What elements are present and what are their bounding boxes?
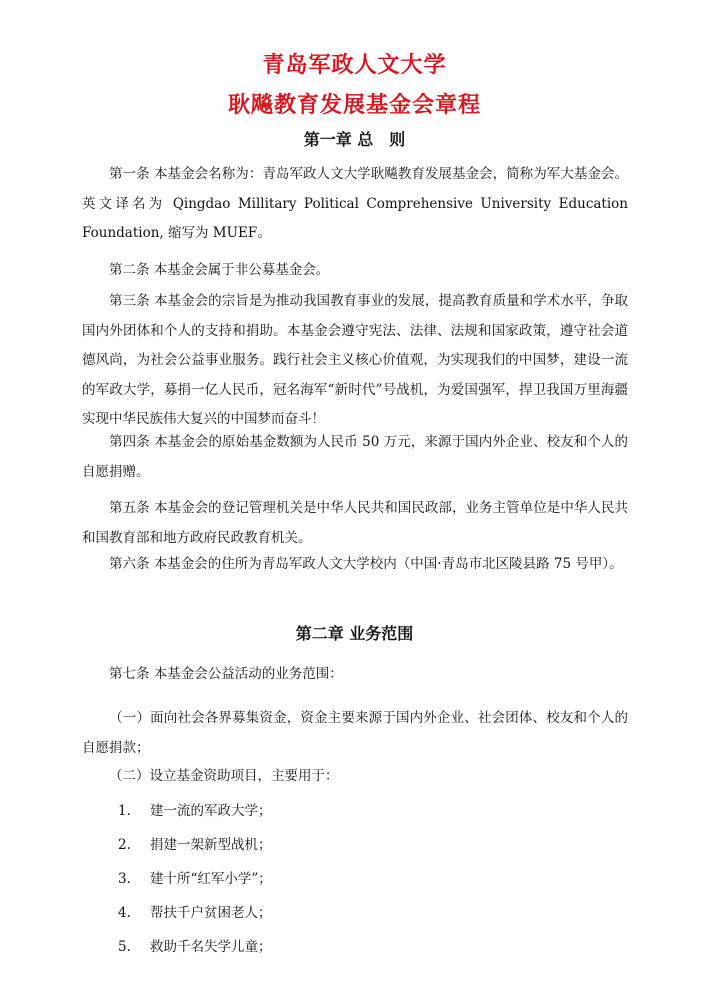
list-item-text: 建十所“红军小学”； (150, 871, 272, 887)
article-3-text: 第三条 本基金会的宗旨是为推动我国教育事业的发展，提高教育质量和学术水平，争取国内外团体和个人的支持和捐助。本基金会遵守宪法、法律、法规和国家政策，遵守社会道德风尚，为社会公益事业服务。践行社会主义核心价值观，为实现我们的中国梦，建设一流的军政大学，募捐一亿人民币，冠名海军“新时代”号战机，为爱国强军，捍卫我国万里海疆实现中华民族伟大复兴的中国梦而奋斗！ (82, 293, 628, 427)
article-1-text: 第一条 本基金会名称为：青岛军政人文大学耿飚教育发展基金会，简称为军大基金会。英文译名为 Qingdao Millitary Political Comprehensive University Education Foundation, 缩写为 MUEF。 (82, 166, 628, 241)
list-item (118, 902, 272, 924)
list-item (118, 936, 272, 958)
clause-2-text: （二）设立基金资助项目，主要用于： (109, 768, 339, 784)
list-item-number: 5. (118, 939, 131, 955)
document-title-line2: 耿飚教育发展基金会章程 (227, 93, 481, 118)
list-item (118, 868, 272, 890)
list-item-text: 建一流的军政大学； (150, 803, 272, 819)
article-5-text: 第五条 本基金会的登记管理机关是中华人民共和国民政部，业务主管单位是中华人民共和国教育部和地方政府民政教育机关。 (82, 500, 628, 546)
clause-2 (82, 762, 628, 792)
list-item-number: 3. (118, 871, 131, 887)
article-4 (82, 428, 628, 487)
document-title-line1: 青岛军政人文大学 (262, 53, 447, 78)
article-7 (82, 660, 628, 690)
article-6 (82, 550, 628, 580)
list-item-text: 帮扶千户贫困老人； (150, 905, 272, 921)
article-7-text: 第七条 本基金会公益活动的业务范围： (109, 666, 343, 682)
clause-1 (82, 704, 628, 763)
list-item-number: 1. (118, 803, 131, 819)
chapter2-heading: 第二章 业务范围 (295, 624, 414, 643)
article-1 (82, 160, 628, 249)
article-4-text: 第四条 本基金会的原始基金数额为人民币 50 万元，来源于国内外企业、校友和个人的自愿捐赠。 (82, 434, 628, 480)
list-item (118, 834, 272, 856)
article-5 (82, 494, 628, 553)
article-2 (82, 256, 628, 286)
list-item-number: 2. (118, 837, 131, 853)
article-6-text: 第六条 本基金会的住所为青岛军政人文大学校内（中国·青岛市北区陵县路 75 号甲）。 (109, 556, 623, 572)
list-item-text: 捐建一架新型战机； (150, 837, 272, 853)
clause-1-text: （一）面向社会各界募集资金，资金主要来源于国内外企业、社会团体、校友和个人的自愿捐款； (82, 710, 628, 756)
list-item-number: 4. (118, 905, 131, 921)
article-3 (82, 287, 628, 435)
list-item (118, 800, 272, 822)
article-2-text: 第二条 本基金会属于非公募基金会。 (109, 262, 330, 278)
list-item-text: 救助千名失学儿童； (150, 939, 272, 955)
chapter1-heading: 第一章 总 则 (303, 130, 406, 149)
